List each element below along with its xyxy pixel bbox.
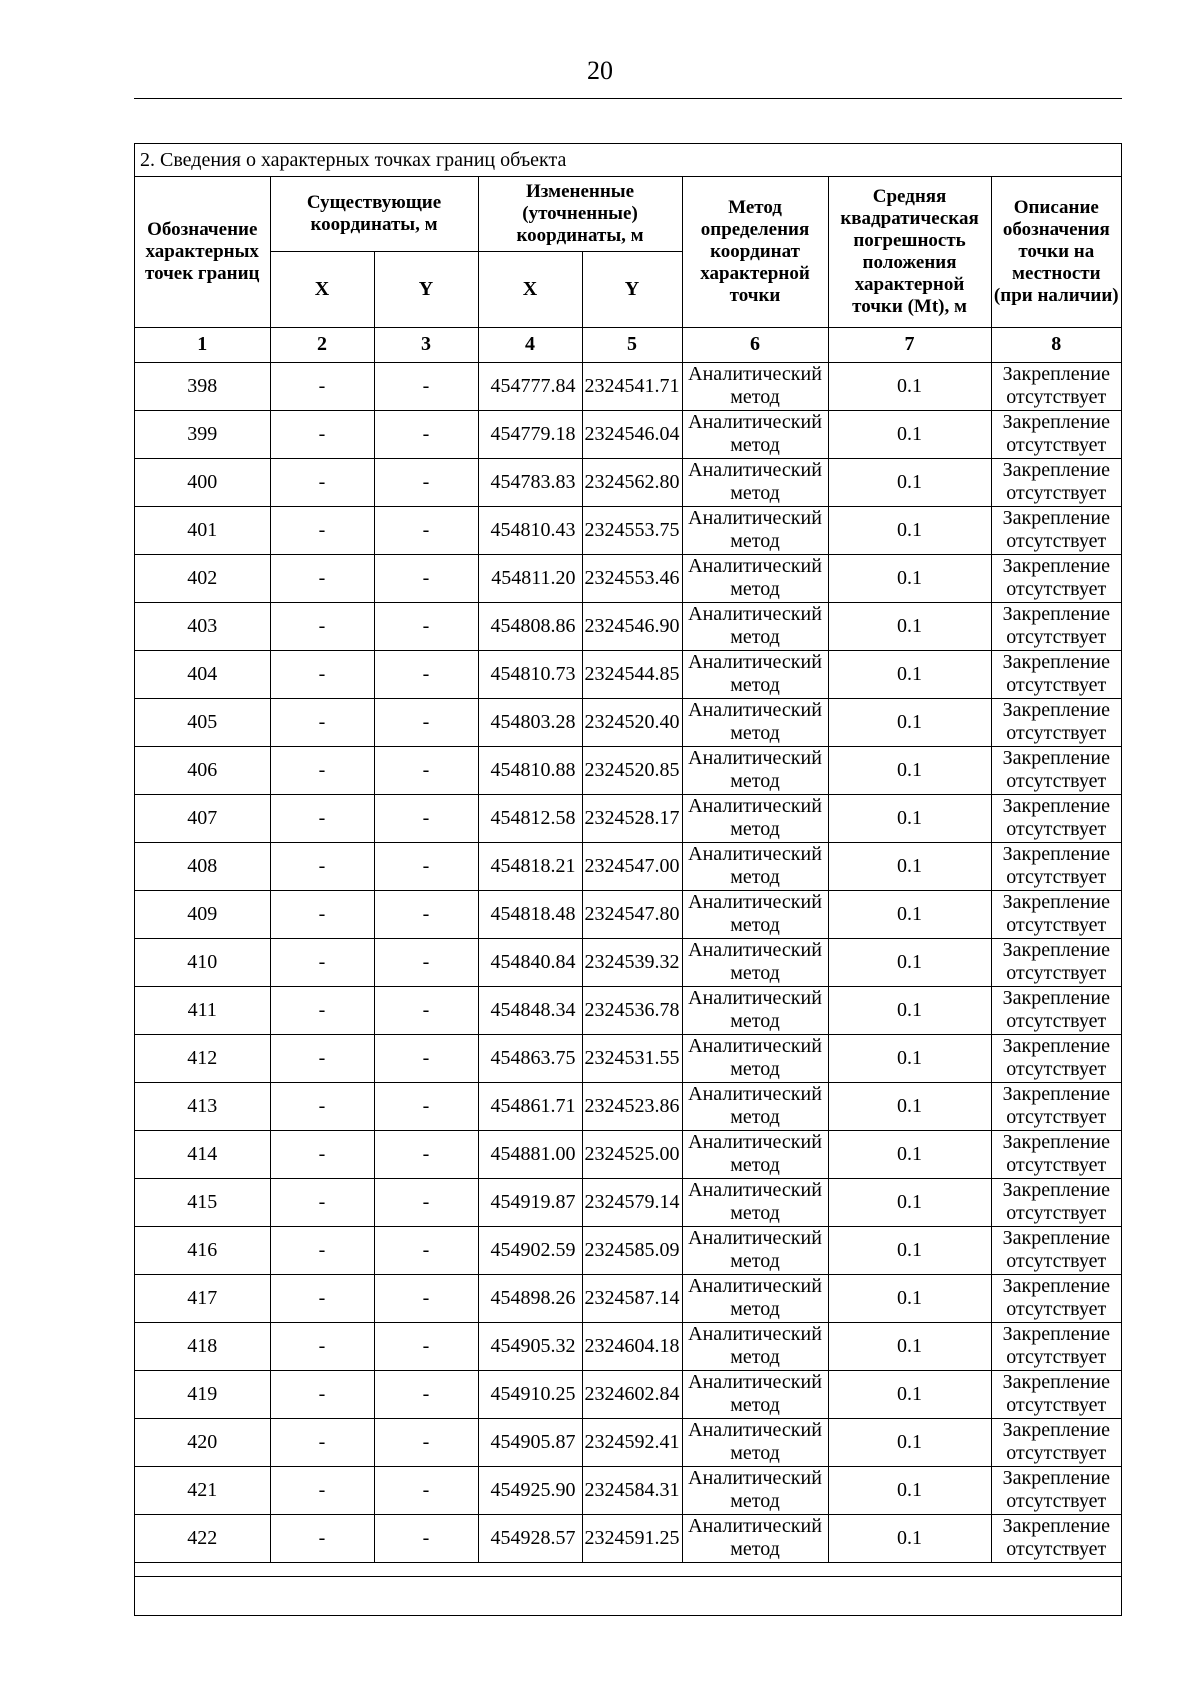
x-existing-cell: -: [270, 458, 374, 506]
table-row: [135, 1082, 1121, 1130]
x-changed-cell: 454808.86: [478, 602, 582, 650]
table-row: [135, 842, 1121, 890]
table-row: [135, 890, 1121, 938]
description-cell: Закрепление отсутствует: [991, 650, 1121, 698]
y-existing-cell: -: [374, 554, 478, 602]
table-row: [135, 1178, 1121, 1226]
error-cell: 0.1: [828, 1034, 991, 1082]
y-existing-cell: -: [374, 890, 478, 938]
header-error: Средняя квадратическая погрешность положения характерной точки (Mt), м: [828, 177, 991, 327]
description-cell: Закрепление отсутствует: [991, 746, 1121, 794]
method-cell: Аналитический метод: [682, 1034, 828, 1082]
error-cell: 0.1: [828, 1226, 991, 1274]
x-existing-cell: -: [270, 842, 374, 890]
table-row: [135, 458, 1121, 506]
header-x-existing: X: [270, 251, 374, 327]
y-changed-cell: 2324587.14: [582, 1274, 682, 1322]
x-existing-cell: -: [270, 554, 374, 602]
x-changed-cell: 454803.28: [478, 698, 582, 746]
x-existing-cell: -: [270, 1178, 374, 1226]
error-cell: 0.1: [828, 1322, 991, 1370]
header-rule: [134, 98, 1122, 99]
point-id-cell: 421: [135, 1466, 270, 1514]
method-cell: Аналитический метод: [682, 1130, 828, 1178]
error-cell: 0.1: [828, 1178, 991, 1226]
table-row: [135, 1466, 1121, 1514]
description-cell: Закрепление отсутствует: [991, 1034, 1121, 1082]
method-cell: Аналитический метод: [682, 1370, 828, 1418]
x-changed-cell: 454840.84: [478, 938, 582, 986]
x-changed-cell: 454863.75: [478, 1034, 582, 1082]
header-y-changed: Y: [582, 251, 682, 327]
x-changed-cell: 454777.84: [478, 362, 582, 410]
method-cell: Аналитический метод: [682, 1322, 828, 1370]
x-existing-cell: -: [270, 1274, 374, 1322]
header-x-changed: X: [478, 251, 582, 327]
header-method: Метод определения координат характерной точки: [682, 177, 828, 327]
point-id-cell: 403: [135, 602, 270, 650]
boundary-points-table: [135, 177, 1121, 1563]
point-id-cell: 407: [135, 794, 270, 842]
description-cell: Закрепление отсутствует: [991, 794, 1121, 842]
error-cell: 0.1: [828, 1466, 991, 1514]
x-changed-cell: 454861.71: [478, 1082, 582, 1130]
error-cell: 0.1: [828, 650, 991, 698]
error-cell: 0.1: [828, 458, 991, 506]
table-row: [135, 1418, 1121, 1466]
y-changed-cell: 2324562.80: [582, 458, 682, 506]
description-cell: Закрепление отсутствует: [991, 986, 1121, 1034]
x-changed-cell: 454905.87: [478, 1418, 582, 1466]
y-existing-cell: -: [374, 794, 478, 842]
table-row: [135, 746, 1121, 794]
y-existing-cell: -: [374, 410, 478, 458]
header-changed-coords: Измененные (уточненные) координаты, м: [478, 177, 682, 251]
column-number: 4: [478, 327, 582, 362]
y-existing-cell: -: [374, 1130, 478, 1178]
y-existing-cell: -: [374, 1274, 478, 1322]
x-existing-cell: -: [270, 602, 374, 650]
y-changed-cell: 2324553.46: [582, 554, 682, 602]
x-changed-cell: 454902.59: [478, 1226, 582, 1274]
error-cell: 0.1: [828, 746, 991, 794]
description-cell: Закрепление отсутствует: [991, 1226, 1121, 1274]
point-id-cell: 418: [135, 1322, 270, 1370]
y-existing-cell: -: [374, 458, 478, 506]
point-id-cell: 420: [135, 1418, 270, 1466]
y-changed-cell: 2324520.40: [582, 698, 682, 746]
method-cell: Аналитический метод: [682, 746, 828, 794]
point-id-cell: 409: [135, 890, 270, 938]
y-changed-cell: 2324579.14: [582, 1178, 682, 1226]
description-cell: Закрепление отсутствует: [991, 410, 1121, 458]
empty-footer-row: [135, 1576, 1121, 1577]
description-cell: Закрепление отсутствует: [991, 1370, 1121, 1418]
x-existing-cell: -: [270, 1418, 374, 1466]
y-existing-cell: -: [374, 986, 478, 1034]
method-cell: Аналитический метод: [682, 1082, 828, 1130]
y-changed-cell: 2324604.18: [582, 1322, 682, 1370]
column-number: 5: [582, 327, 682, 362]
y-changed-cell: 2324536.78: [582, 986, 682, 1034]
y-changed-cell: 2324546.04: [582, 410, 682, 458]
table-row: [135, 1322, 1121, 1370]
description-cell: Закрепление отсутствует: [991, 698, 1121, 746]
column-number: 3: [374, 327, 478, 362]
point-id-cell: 416: [135, 1226, 270, 1274]
description-cell: Закрепление отсутствует: [991, 506, 1121, 554]
error-cell: 0.1: [828, 938, 991, 986]
error-cell: 0.1: [828, 1082, 991, 1130]
point-id-cell: 408: [135, 842, 270, 890]
method-cell: Аналитический метод: [682, 1178, 828, 1226]
error-cell: 0.1: [828, 698, 991, 746]
table-row: [135, 1370, 1121, 1418]
point-id-cell: 402: [135, 554, 270, 602]
y-existing-cell: -: [374, 938, 478, 986]
point-id-cell: 405: [135, 698, 270, 746]
x-existing-cell: -: [270, 1082, 374, 1130]
x-changed-cell: 454919.87: [478, 1178, 582, 1226]
section-title: 2. Сведения о характерных точках границ объекта: [135, 144, 1121, 177]
table-row: [135, 506, 1121, 554]
description-cell: Закрепление отсутствует: [991, 1418, 1121, 1466]
point-id-cell: 411: [135, 986, 270, 1034]
point-id-cell: 410: [135, 938, 270, 986]
y-changed-cell: 2324544.85: [582, 650, 682, 698]
x-existing-cell: -: [270, 1514, 374, 1562]
method-cell: Аналитический метод: [682, 1418, 828, 1466]
method-cell: Аналитический метод: [682, 458, 828, 506]
y-changed-cell: 2324531.55: [582, 1034, 682, 1082]
description-cell: Закрепление отсутствует: [991, 1322, 1121, 1370]
y-existing-cell: -: [374, 842, 478, 890]
x-changed-cell: 454818.21: [478, 842, 582, 890]
y-changed-cell: 2324585.09: [582, 1226, 682, 1274]
table-row: [135, 1130, 1121, 1178]
description-cell: Закрепление отсутствует: [991, 602, 1121, 650]
error-cell: 0.1: [828, 794, 991, 842]
method-cell: Аналитический метод: [682, 794, 828, 842]
y-existing-cell: -: [374, 746, 478, 794]
y-changed-cell: 2324523.86: [582, 1082, 682, 1130]
point-id-cell: 413: [135, 1082, 270, 1130]
method-cell: Аналитический метод: [682, 554, 828, 602]
x-changed-cell: 454818.48: [478, 890, 582, 938]
point-id-cell: 406: [135, 746, 270, 794]
error-cell: 0.1: [828, 842, 991, 890]
x-existing-cell: -: [270, 410, 374, 458]
header-description: Описание обозначения точки на местности (при наличии): [991, 177, 1121, 327]
column-number: 1: [135, 327, 270, 362]
method-cell: Аналитический метод: [682, 1274, 828, 1322]
table-row: [135, 1226, 1121, 1274]
x-changed-cell: 454810.88: [478, 746, 582, 794]
description-cell: Закрепление отсутствует: [991, 458, 1121, 506]
table-row: [135, 1514, 1121, 1562]
column-number: 8: [991, 327, 1121, 362]
y-existing-cell: -: [374, 1034, 478, 1082]
y-changed-cell: 2324541.71: [582, 362, 682, 410]
x-existing-cell: -: [270, 1130, 374, 1178]
y-existing-cell: -: [374, 506, 478, 554]
method-cell: Аналитический метод: [682, 602, 828, 650]
page-number: 20: [587, 56, 613, 85]
x-changed-cell: 454812.58: [478, 794, 582, 842]
column-number: 7: [828, 327, 991, 362]
table-row: [135, 794, 1121, 842]
y-existing-cell: -: [374, 362, 478, 410]
description-cell: Закрепление отсутствует: [991, 1082, 1121, 1130]
y-changed-cell: 2324584.31: [582, 1466, 682, 1514]
x-existing-cell: -: [270, 362, 374, 410]
table-row: [135, 650, 1121, 698]
x-existing-cell: -: [270, 986, 374, 1034]
x-changed-cell: 454928.57: [478, 1514, 582, 1562]
y-existing-cell: -: [374, 1418, 478, 1466]
y-existing-cell: -: [374, 1514, 478, 1562]
method-cell: Аналитический метод: [682, 938, 828, 986]
x-changed-cell: 454779.18: [478, 410, 582, 458]
description-cell: Закрепление отсутствует: [991, 1274, 1121, 1322]
y-existing-cell: -: [374, 1226, 478, 1274]
header-existing-coords: Существующие координаты, м: [270, 177, 478, 251]
method-cell: Аналитический метод: [682, 410, 828, 458]
error-cell: 0.1: [828, 1130, 991, 1178]
description-cell: Закрепление отсутствует: [991, 1130, 1121, 1178]
description-cell: Закрепление отсутствует: [991, 362, 1121, 410]
x-existing-cell: -: [270, 1466, 374, 1514]
method-cell: Аналитический метод: [682, 1514, 828, 1562]
y-changed-cell: 2324591.25: [582, 1514, 682, 1562]
x-existing-cell: -: [270, 650, 374, 698]
y-existing-cell: -: [374, 1370, 478, 1418]
error-cell: 0.1: [828, 554, 991, 602]
column-number: 2: [270, 327, 374, 362]
table-row: [135, 362, 1121, 410]
description-cell: Закрепление отсутствует: [991, 1178, 1121, 1226]
error-cell: 0.1: [828, 986, 991, 1034]
point-id-cell: 401: [135, 506, 270, 554]
table-row: [135, 986, 1121, 1034]
method-cell: Аналитический метод: [682, 986, 828, 1034]
y-changed-cell: 2324546.90: [582, 602, 682, 650]
point-id-cell: 417: [135, 1274, 270, 1322]
y-changed-cell: 2324553.75: [582, 506, 682, 554]
x-changed-cell: 454881.00: [478, 1130, 582, 1178]
x-changed-cell: 454848.34: [478, 986, 582, 1034]
table-row: [135, 410, 1121, 458]
error-cell: 0.1: [828, 362, 991, 410]
x-changed-cell: 454898.26: [478, 1274, 582, 1322]
y-changed-cell: 2324602.84: [582, 1370, 682, 1418]
x-existing-cell: -: [270, 1034, 374, 1082]
y-existing-cell: -: [374, 1178, 478, 1226]
x-existing-cell: -: [270, 506, 374, 554]
document-frame: [134, 143, 1122, 1616]
x-existing-cell: -: [270, 794, 374, 842]
error-cell: 0.1: [828, 1370, 991, 1418]
y-existing-cell: -: [374, 1082, 478, 1130]
description-cell: Закрепление отсутствует: [991, 554, 1121, 602]
y-changed-cell: 2324547.00: [582, 842, 682, 890]
x-changed-cell: 454811.20: [478, 554, 582, 602]
point-id-cell: 422: [135, 1514, 270, 1562]
point-id-cell: 419: [135, 1370, 270, 1418]
y-existing-cell: -: [374, 1322, 478, 1370]
point-id-cell: 398: [135, 362, 270, 410]
method-cell: Аналитический метод: [682, 362, 828, 410]
table-row: [135, 554, 1121, 602]
y-existing-cell: -: [374, 698, 478, 746]
method-cell: Аналитический метод: [682, 890, 828, 938]
x-changed-cell: 454905.32: [478, 1322, 582, 1370]
y-existing-cell: -: [374, 650, 478, 698]
description-cell: Закрепление отсутствует: [991, 1514, 1121, 1562]
x-existing-cell: -: [270, 890, 374, 938]
column-number: 6: [682, 327, 828, 362]
point-id-cell: 414: [135, 1130, 270, 1178]
x-existing-cell: -: [270, 1226, 374, 1274]
error-cell: 0.1: [828, 506, 991, 554]
method-cell: Аналитический метод: [682, 506, 828, 554]
method-cell: Аналитический метод: [682, 650, 828, 698]
table-row: [135, 602, 1121, 650]
x-existing-cell: -: [270, 746, 374, 794]
x-changed-cell: 454810.43: [478, 506, 582, 554]
method-cell: Аналитический метод: [682, 1226, 828, 1274]
y-changed-cell: 2324539.32: [582, 938, 682, 986]
header-y-existing: Y: [374, 251, 478, 327]
y-changed-cell: 2324592.41: [582, 1418, 682, 1466]
method-cell: Аналитический метод: [682, 1466, 828, 1514]
error-cell: 0.1: [828, 1274, 991, 1322]
table-row: [135, 1274, 1121, 1322]
x-existing-cell: -: [270, 1322, 374, 1370]
x-changed-cell: 454910.25: [478, 1370, 582, 1418]
error-cell: 0.1: [828, 410, 991, 458]
x-changed-cell: 454810.73: [478, 650, 582, 698]
point-id-cell: 415: [135, 1178, 270, 1226]
y-existing-cell: -: [374, 602, 478, 650]
y-changed-cell: 2324525.00: [582, 1130, 682, 1178]
description-cell: Закрепление отсутствует: [991, 890, 1121, 938]
method-cell: Аналитический метод: [682, 842, 828, 890]
error-cell: 0.1: [828, 602, 991, 650]
error-cell: 0.1: [828, 1514, 991, 1562]
error-cell: 0.1: [828, 890, 991, 938]
description-cell: Закрепление отсутствует: [991, 842, 1121, 890]
table-row: [135, 938, 1121, 986]
x-existing-cell: -: [270, 938, 374, 986]
point-id-cell: 412: [135, 1034, 270, 1082]
x-changed-cell: 454783.83: [478, 458, 582, 506]
table-row: [135, 698, 1121, 746]
description-cell: Закрепление отсутствует: [991, 1466, 1121, 1514]
x-existing-cell: -: [270, 1370, 374, 1418]
y-changed-cell: 2324528.17: [582, 794, 682, 842]
point-id-cell: 400: [135, 458, 270, 506]
table-row: [135, 1034, 1121, 1082]
point-id-cell: 399: [135, 410, 270, 458]
column-number-row: [135, 327, 1121, 362]
method-cell: Аналитический метод: [682, 698, 828, 746]
point-id-cell: 404: [135, 650, 270, 698]
y-changed-cell: 2324547.80: [582, 890, 682, 938]
error-cell: 0.1: [828, 1418, 991, 1466]
y-changed-cell: 2324520.85: [582, 746, 682, 794]
x-changed-cell: 454925.90: [478, 1466, 582, 1514]
x-existing-cell: -: [270, 698, 374, 746]
description-cell: Закрепление отсутствует: [991, 938, 1121, 986]
y-existing-cell: -: [374, 1466, 478, 1514]
header-designation: Обозначение характерных точек границ: [135, 177, 270, 327]
